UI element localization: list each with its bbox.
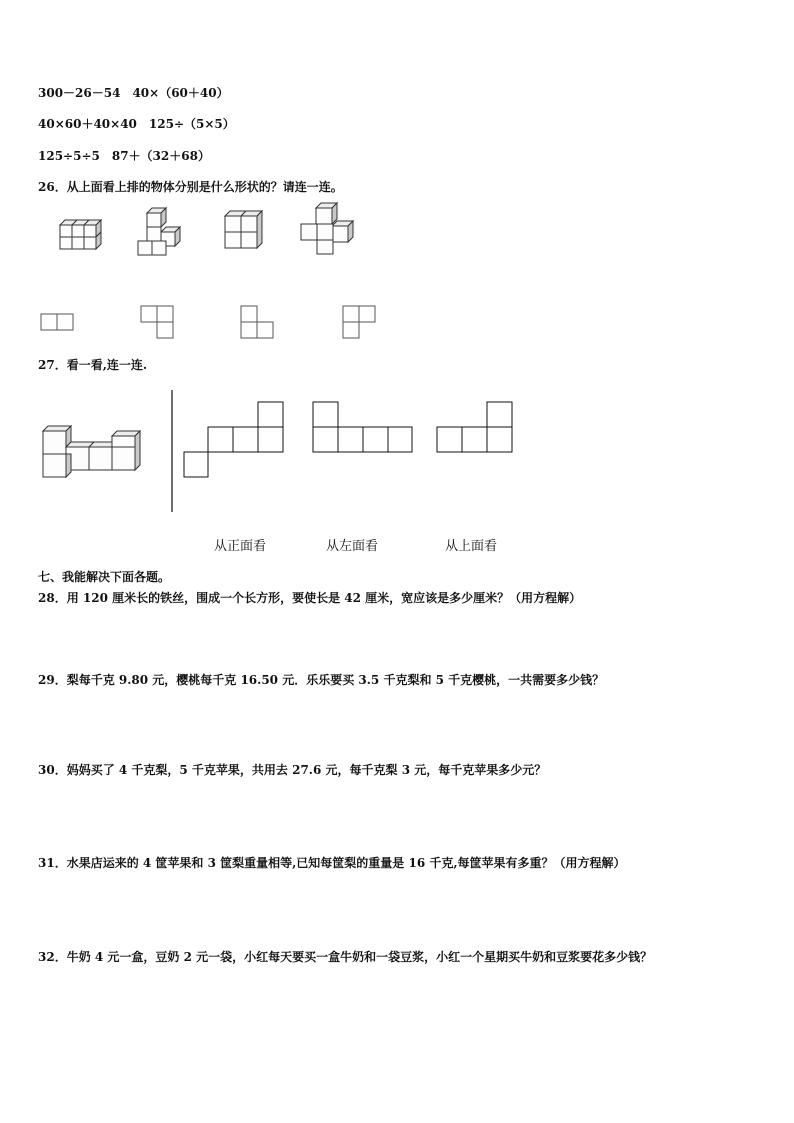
question-31: 31．水果店运来的 4 筐苹果和 3 筐梨重量相等,已知每筐梨的重量是 16 千克,每筐苹果有多重？（用方程解） (38, 856, 626, 870)
view-grid-1 (183, 401, 285, 479)
divider-line (170, 390, 174, 512)
top-view-1 (40, 313, 76, 333)
view-grid-2 (312, 401, 414, 455)
view-grid-3 (436, 401, 516, 455)
top-view-3 (240, 305, 276, 343)
question-27: 27．看一看,连一连. (38, 358, 148, 372)
question-28: 28．用 120 厘米长的铁丝，围成一个长方形，要使长是 42 厘米，宽应该是多少厘米？（用方程解） (38, 591, 582, 605)
cube-figure-1 (55, 215, 105, 260)
caption-front-view: 从正面看 (214, 539, 267, 554)
top-view-4 (342, 305, 378, 343)
question-29: 29．梨每千克 9.80 元，樱桃每千克 16.50 元．乐乐要买 3.5 千克梨和 5 千克樱桃，一共需要多少钱？ (38, 673, 605, 687)
question-30: 30．妈妈买了 4 千克梨，5 千克苹果，共用去 27.6 元，每千克梨 3 元，每千克苹果多少元？ (38, 763, 547, 777)
cube-figure-4 (298, 202, 358, 258)
caption-top-view: 从上面看 (445, 539, 498, 554)
calc-row-3: 125÷5÷5 87＋（32＋68） (38, 149, 210, 163)
question-26: 26．从上面看上排的物体分别是什么形状的？请连一连。 (38, 180, 343, 194)
calc-row-1: 300－26－54 40×（60＋40） (38, 86, 229, 100)
cube-figure-2 (135, 205, 190, 260)
cube-figure-3 (222, 208, 272, 258)
caption-left-view: 从左面看 (326, 539, 379, 554)
cube-figure-q27 (40, 420, 155, 482)
question-32: 32．牛奶 4 元一盒，豆奶 2 元一袋，小红每天要买一盒牛奶和一袋豆浆，小红一个星期买牛奶和豆浆要花多少钱？ (38, 950, 653, 964)
top-view-2 (140, 305, 176, 343)
section-7-title: 七、我能解决下面各题。 (38, 570, 171, 584)
calc-row-2: 40×60＋40×40 125÷（5×5） (38, 117, 235, 131)
